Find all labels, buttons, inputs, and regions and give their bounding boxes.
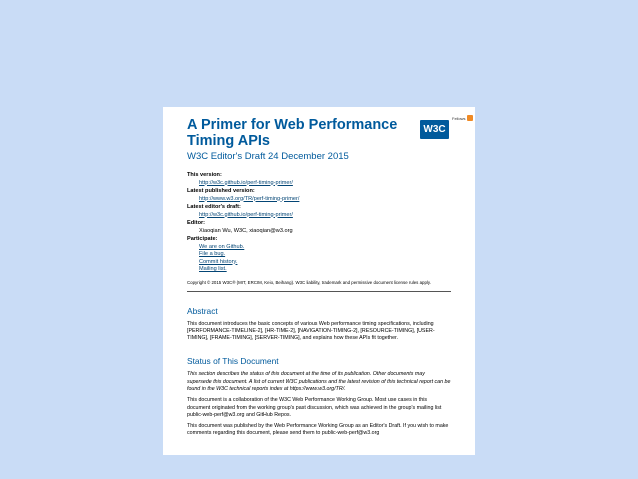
participate-github-link[interactable]: We are on Github. — [199, 243, 245, 250]
page-subtitle: W3C Editor's Draft 24 December 2015 — [187, 151, 349, 162]
status-heading: Status of This Document — [187, 356, 279, 367]
meta-label-this-version: This version: — [187, 172, 222, 178]
fellows-label: Fellows — [452, 116, 466, 121]
divider — [187, 291, 451, 292]
meta-label-editor: Editor: — [187, 220, 206, 226]
status-paragraph: This document is a collaboration of the W3C Web Performance Working Group. Most use cases in this document originated from the working group's past discussion, which was achieved in the group's mailing list public-web-perf@w3.org and GitHub Repos. — [187, 397, 442, 418]
status-paragraph: This section describes the status of this document at the time of its publication. Other documents may supersede this document. A list of current W3C publications and the latest revision of this technical report can be found in the W3C technical reports index at https://www.w3.org/TR/. — [187, 371, 451, 392]
page-title: A Primer for Web Performance Timing APIs — [187, 117, 398, 149]
latest-editors-draft-link[interactable]: http://w3c.github.io/perf-timing-primer/ — [199, 211, 293, 218]
participate-commit-history-link[interactable]: Commit history. — [199, 258, 238, 265]
abstract-text: This document introduces the basic concepts of various Web performance timing specifications, including [PERFORMANCE-TIMELINE-2], [HR-TIME-2], [NAVIGATION-TIMING-2], [RESOURCE-TIMING], [USER-TIMING], [FRAME-TIMING], [SERVER-TIMING], and explains how these APIs fit together. — [187, 320, 435, 342]
abstract-heading: Abstract — [187, 305, 218, 316]
meta-label-participate: Participate: — [187, 236, 218, 242]
meta-label-latest-editors-draft: Latest editor's draft: — [187, 204, 241, 210]
badge-icon — [467, 115, 473, 121]
participate-mailing-list-link[interactable]: Mailing list. — [199, 266, 227, 272]
status-paragraph: This document was published by the Web Performance Working Group as an Editor's Draft. If you wish to make comments regarding this document, please send them to public-web-perf@w3.org — [187, 423, 449, 437]
meta-label-latest-published: Latest published version: — [187, 188, 255, 194]
copyright-notice: Copyright © 2015 W3C® (MIT, ERCIM, Keio, Beihang). W3C liability, trademark and permissive document license rules apply. — [187, 279, 431, 285]
editor-value: Xiaoqian Wu, W3C, xiaoqian@w3.org — [199, 227, 293, 234]
w3c-logo[interactable]: W3C — [420, 120, 449, 139]
participate-file-bug-link[interactable]: File a bug. — [199, 251, 226, 257]
this-version-link[interactable]: http://w3c.github.io/perf-timing-primer/ — [199, 179, 293, 186]
metadata-list — [187, 172, 475, 274]
latest-published-link[interactable]: http://www.w3.org/TR/perf-timing-primer/ — [199, 195, 300, 202]
document-page — [163, 107, 475, 455]
